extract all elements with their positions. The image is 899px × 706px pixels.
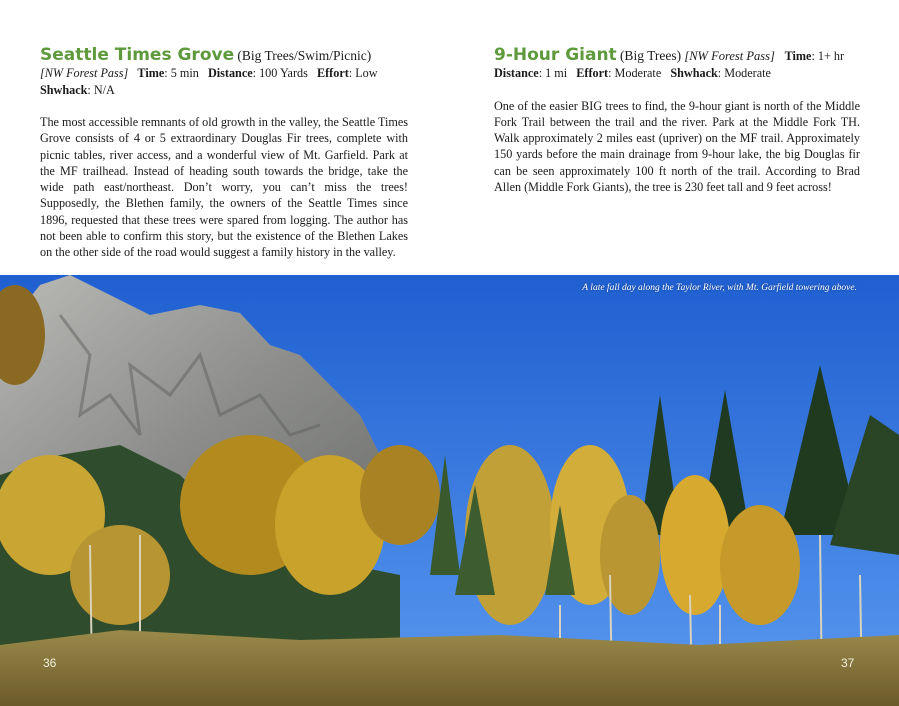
left-pass: [NW Forest Pass] xyxy=(40,66,129,80)
left-time-value: : 5 min xyxy=(164,66,199,80)
right-distance-value: : 1 mi xyxy=(538,66,568,80)
right-time-value: : 1+ hr xyxy=(811,49,845,63)
left-meta xyxy=(40,65,408,98)
right-effort-label: Effort xyxy=(576,66,609,80)
left-body: The most accessible remnants of old growth in the valley, the Seattle Times Grove consists of 4 or 5 extraordinary Douglas Fir trees, complete with picnic tables, river access, and a wonderful view of Mt. Garfield. Park at the MF trailhead. Instead of heading south towards the bridge, take the wide path east/northeast. Don’t worry, you can’t miss the trees! Supposedly, the Blethen family, the owners of the Seattle Times since 1896, requested that these trees were spared from logging. The author has not been able to confirm this story, but the existence of the Blethen Lakes on the other side of the road would suggest a family history in the valley. xyxy=(40,115,408,260)
page-number-right: 37 xyxy=(841,656,855,670)
left-effort-value: : Low xyxy=(348,66,378,80)
left-tags: (Big Trees/Swim/Picnic) xyxy=(237,48,372,63)
left-title-line xyxy=(40,46,408,65)
right-shwhack-label: Shwhack xyxy=(670,66,718,80)
left-shwhack-value: : N/A xyxy=(87,82,115,97)
left-distance-value: : 100 Yards xyxy=(252,66,308,80)
landscape-photo xyxy=(0,275,899,706)
page-number-left: 36 xyxy=(43,656,57,670)
right-shwhack-value: : Moderate xyxy=(717,66,771,80)
left-effort-label: Effort xyxy=(316,66,349,80)
left-shwhack-label: Shwhack xyxy=(40,82,88,97)
right-tags: (Big Trees) xyxy=(619,48,682,63)
right-meta xyxy=(494,65,860,82)
left-distance-label: Distance xyxy=(207,66,253,80)
right-title: 9-Hour Giant xyxy=(494,45,617,65)
right-title-line xyxy=(494,46,860,65)
right-effort-value: : Moderate xyxy=(608,66,662,80)
right-time-label: Time xyxy=(784,49,812,63)
right-entry xyxy=(494,46,860,195)
right-body: One of the easier BIG trees to find, the 9-hour giant is north of the Middle Fork Trail between the trail and the river. Park at the Middle Fork TH. Walk approximately 2 miles east (upriver) on the MF trail. Approximately 150 yards before the main drainage from 9-hour lake, the big Douglas fir can be seen approximately 100 ft north of the trail. According to Brad Allen (Middle Fork Giants), the tree is 230 feet tall and 9 feet across! xyxy=(494,98,860,194)
left-entry xyxy=(40,46,408,261)
left-time-label: Time xyxy=(137,66,165,80)
right-distance-label: Distance xyxy=(494,66,539,80)
left-title: Seattle Times Grove xyxy=(40,45,235,65)
photo-caption: A late fall day along the Taylor River, with Mt. Garfield towering above. xyxy=(582,283,857,293)
right-pass: [NW Forest Pass] xyxy=(684,49,775,63)
